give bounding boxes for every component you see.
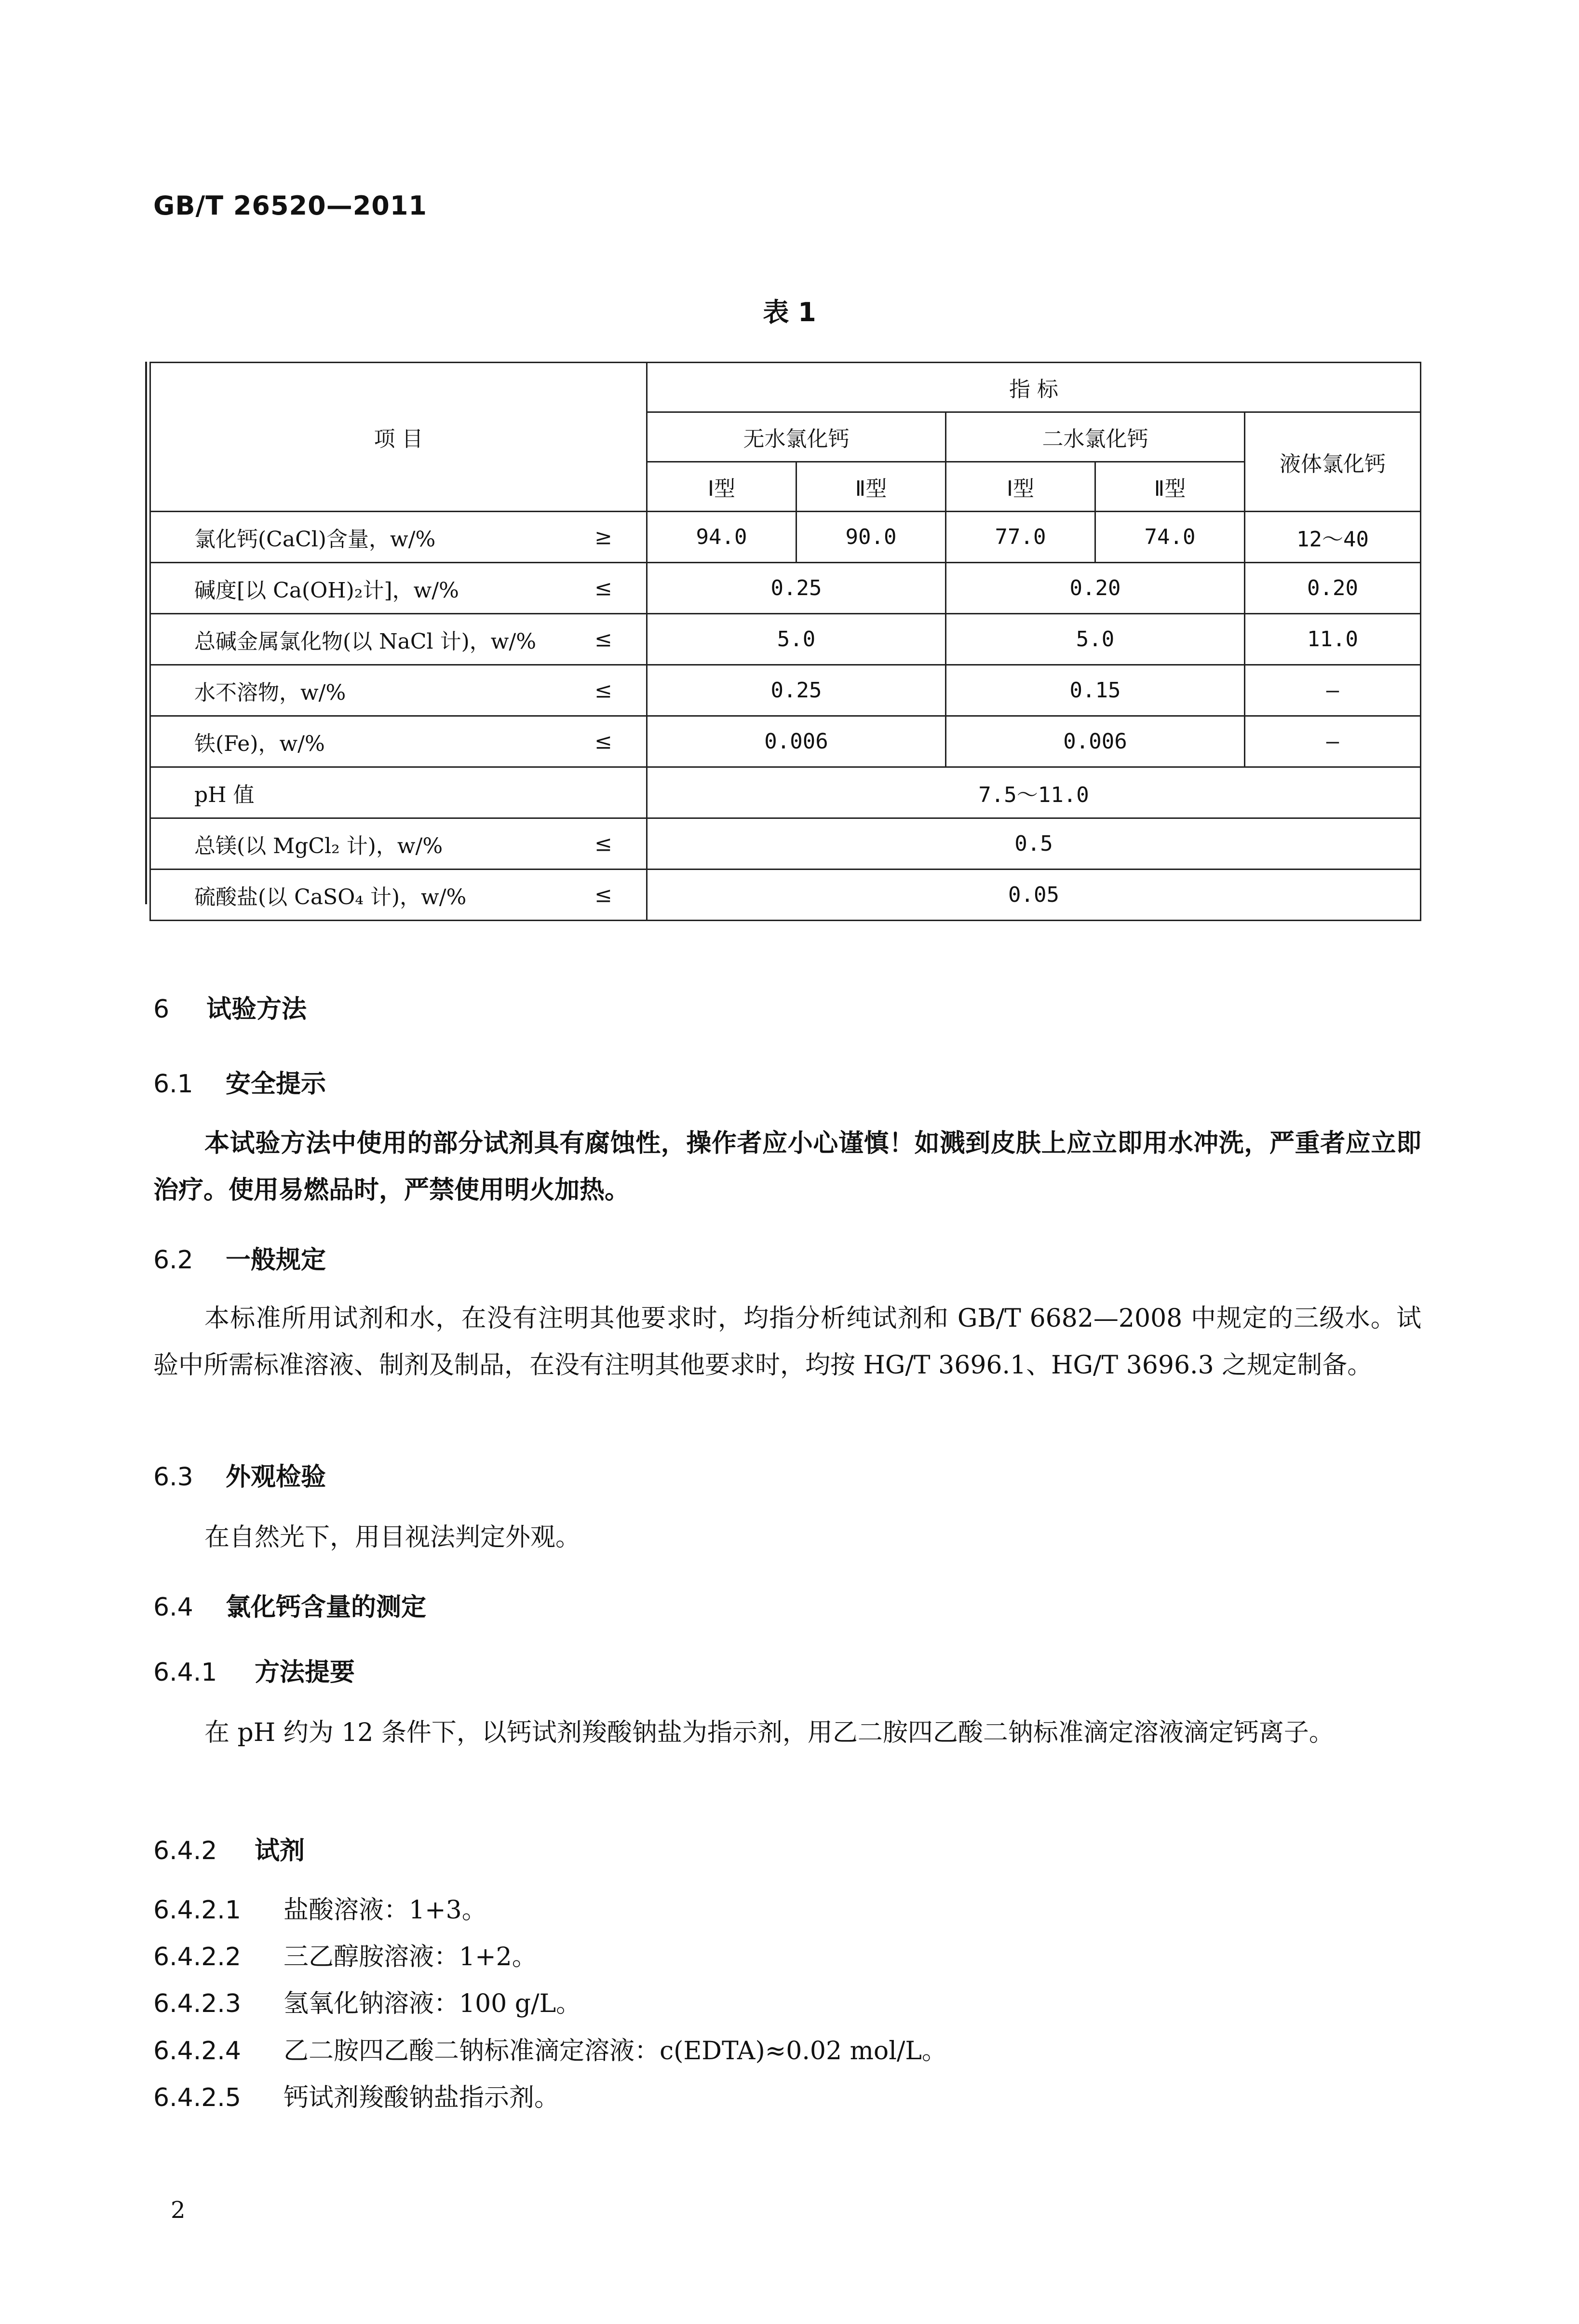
section-heading bbox=[153, 1239, 326, 1276]
cell-dihydrate: 5.0 bbox=[946, 614, 1245, 665]
paragraph-method: 在 pH 约为 12 条件下，以钙试剂羧酸钠盐为指示剂，用乙二胺四乙酸二钠标准滴定溶液滴定钙离子。 bbox=[204, 1718, 1334, 1747]
row-item: 水不溶物，w/% ≤ bbox=[150, 665, 647, 716]
list-item-number: 6.4.2.2 bbox=[153, 1943, 241, 1971]
cell-anhydrous: 0.006 bbox=[647, 716, 946, 767]
table-left-rule bbox=[145, 362, 147, 904]
cell-anhydrous: 0.25 bbox=[647, 563, 946, 614]
table-row bbox=[150, 767, 1421, 818]
section-number: 6.3 bbox=[153, 1463, 193, 1492]
table-row bbox=[150, 614, 1421, 665]
row-symbol: ≤ bbox=[594, 831, 612, 856]
cell-liquid: 0.20 bbox=[1245, 563, 1421, 614]
cell-anhydrous-type2: 90.0 bbox=[796, 512, 946, 563]
list-item-text: 乙二胺四乙酸二钠标准滴定溶液：c(EDTA)≈0.02 mol/L。 bbox=[283, 2037, 947, 2066]
section-title: 安全提示 bbox=[226, 1070, 326, 1099]
paragraph-appearance: 在自然光下，用目视法判定外观。 bbox=[204, 1523, 581, 1552]
cell-anhydrous: 0.25 bbox=[647, 665, 946, 716]
row-symbol: ≤ bbox=[594, 576, 612, 600]
section-title: 方法提要 bbox=[255, 1658, 355, 1687]
document-id: GB/T 26520—2011 bbox=[153, 190, 427, 221]
spec-table-wrapper bbox=[149, 362, 1420, 910]
section-heading bbox=[153, 1063, 326, 1100]
cell-dihydrate: 0.006 bbox=[946, 716, 1245, 767]
table-row bbox=[150, 563, 1421, 614]
section-heading bbox=[153, 989, 307, 1025]
list-item-number: 6.4.2.5 bbox=[153, 2083, 241, 2112]
paragraph-safety: 本试验方法中使用的部分试剂具有腐蚀性，操作者应小心谨慎！如溅到皮肤上应立即用水冲洗，严重者应立即治疗。使用易燃品时，严禁使用明火加热。 bbox=[153, 1128, 1421, 1205]
header-item: 项 目 bbox=[150, 363, 647, 512]
row-item: 总碱金属氯化物(以 NaCl 计)，w/% ≤ bbox=[150, 614, 647, 665]
row-item: 铁(Fe)，w/% ≤ bbox=[150, 716, 647, 767]
section-number: 6.4 bbox=[153, 1593, 193, 1622]
list-item bbox=[153, 1889, 487, 1926]
section-title: 外观检验 bbox=[226, 1463, 326, 1492]
header-dihydrate: 二水氯化钙 bbox=[946, 412, 1245, 462]
table-row bbox=[150, 870, 1421, 921]
cell-dihydrate: 0.20 bbox=[946, 563, 1245, 614]
list-item-text: 氢氧化钠溶液：100 g/L。 bbox=[283, 1989, 581, 2018]
header-anhydrous: 无水氯化钙 bbox=[647, 412, 946, 462]
cell-all: 0.05 bbox=[647, 870, 1421, 921]
list-item-text: 三乙醇胺溶液：1+2。 bbox=[283, 1943, 537, 1971]
section-heading bbox=[153, 1652, 355, 1688]
table-caption: 表 1 bbox=[763, 297, 816, 327]
section-heading bbox=[153, 1456, 326, 1493]
section-number: 6 bbox=[153, 995, 170, 1024]
row-symbol: ≥ bbox=[594, 525, 612, 549]
table-row bbox=[150, 716, 1421, 767]
row-symbol: ≤ bbox=[594, 627, 612, 652]
row-symbol: ≤ bbox=[594, 678, 612, 703]
table-row bbox=[150, 665, 1421, 716]
section-title: 试剂 bbox=[255, 1836, 305, 1865]
list-item-text: 钙试剂羧酸钠盐指示剂。 bbox=[283, 2083, 560, 2112]
section-number: 6.1 bbox=[153, 1070, 193, 1099]
list-item-number: 6.4.2.1 bbox=[153, 1896, 241, 1925]
cell-dihydrate: 0.15 bbox=[946, 665, 1245, 716]
section-number: 6.4.2 bbox=[153, 1836, 217, 1865]
cell-liquid: — bbox=[1245, 716, 1421, 767]
cell-liquid: — bbox=[1245, 665, 1421, 716]
row-symbol: ≤ bbox=[594, 729, 612, 754]
cell-anhydrous: 5.0 bbox=[647, 614, 946, 665]
header-dihydrate-type1: Ⅰ型 bbox=[946, 462, 1095, 512]
table-row bbox=[150, 818, 1421, 870]
list-item bbox=[153, 2077, 559, 2113]
row-symbol: ≤ bbox=[594, 883, 612, 907]
section-number: 6.2 bbox=[153, 1246, 193, 1275]
cell-all: 0.5 bbox=[647, 818, 1421, 870]
header-anhydrous-type1: Ⅰ型 bbox=[647, 462, 796, 512]
row-item: 硫酸盐(以 CaSO₄ 计)，w/% ≤ bbox=[150, 870, 647, 921]
header-liquid: 液体氯化钙 bbox=[1245, 412, 1421, 512]
header-indicator: 指 标 bbox=[647, 363, 1421, 412]
cell-dihydrate-type1: 77.0 bbox=[946, 512, 1095, 563]
list-item bbox=[153, 2030, 947, 2066]
table-row bbox=[150, 512, 1421, 563]
list-item-number: 6.4.2.3 bbox=[153, 1989, 241, 2018]
cell-dihydrate-type2: 74.0 bbox=[1095, 512, 1245, 563]
cell-all: 7.5～11.0 bbox=[647, 767, 1421, 818]
row-item: 氯化钙(CaCl)含量，w/% ≥ bbox=[150, 512, 647, 563]
section-title: 一般规定 bbox=[226, 1246, 326, 1275]
cell-anhydrous-type1: 94.0 bbox=[647, 512, 796, 563]
list-item-text: 盐酸溶液：1+3。 bbox=[283, 1896, 487, 1925]
row-item: 总镁(以 MgCl₂ 计)，w/% ≤ bbox=[150, 818, 647, 870]
paragraph-general: 本标准所用试剂和水，在没有注明其他要求时，均指分析纯试剂和 GB/T 6682—2008 中规定的三级水。试验中所需标准溶液、制剂及制品，在没有注明其他要求时，均按 HG/T 3696.1、HG/T 3696.3 之规定制备。 bbox=[153, 1304, 1421, 1380]
header-dihydrate-type2: Ⅱ型 bbox=[1095, 462, 1245, 512]
row-item: pH 值 bbox=[150, 767, 647, 818]
section-title: 试验方法 bbox=[206, 995, 307, 1024]
section-heading bbox=[153, 1830, 305, 1866]
section-heading bbox=[153, 1587, 426, 1623]
cell-liquid: 11.0 bbox=[1245, 614, 1421, 665]
header-anhydrous-type2: Ⅱ型 bbox=[796, 462, 946, 512]
row-item: 碱度[以 Ca(OH)₂计]，w/% ≤ bbox=[150, 563, 647, 614]
section-title: 氯化钙含量的测定 bbox=[226, 1593, 427, 1622]
list-item bbox=[153, 1983, 581, 2019]
cell-liquid: 12～40 bbox=[1245, 512, 1421, 563]
spec-table bbox=[149, 362, 1421, 921]
page-number: 2 bbox=[171, 2197, 186, 2224]
list-item bbox=[153, 1936, 537, 1972]
list-item-number: 6.4.2.4 bbox=[153, 2037, 241, 2066]
section-number: 6.4.1 bbox=[153, 1658, 217, 1687]
